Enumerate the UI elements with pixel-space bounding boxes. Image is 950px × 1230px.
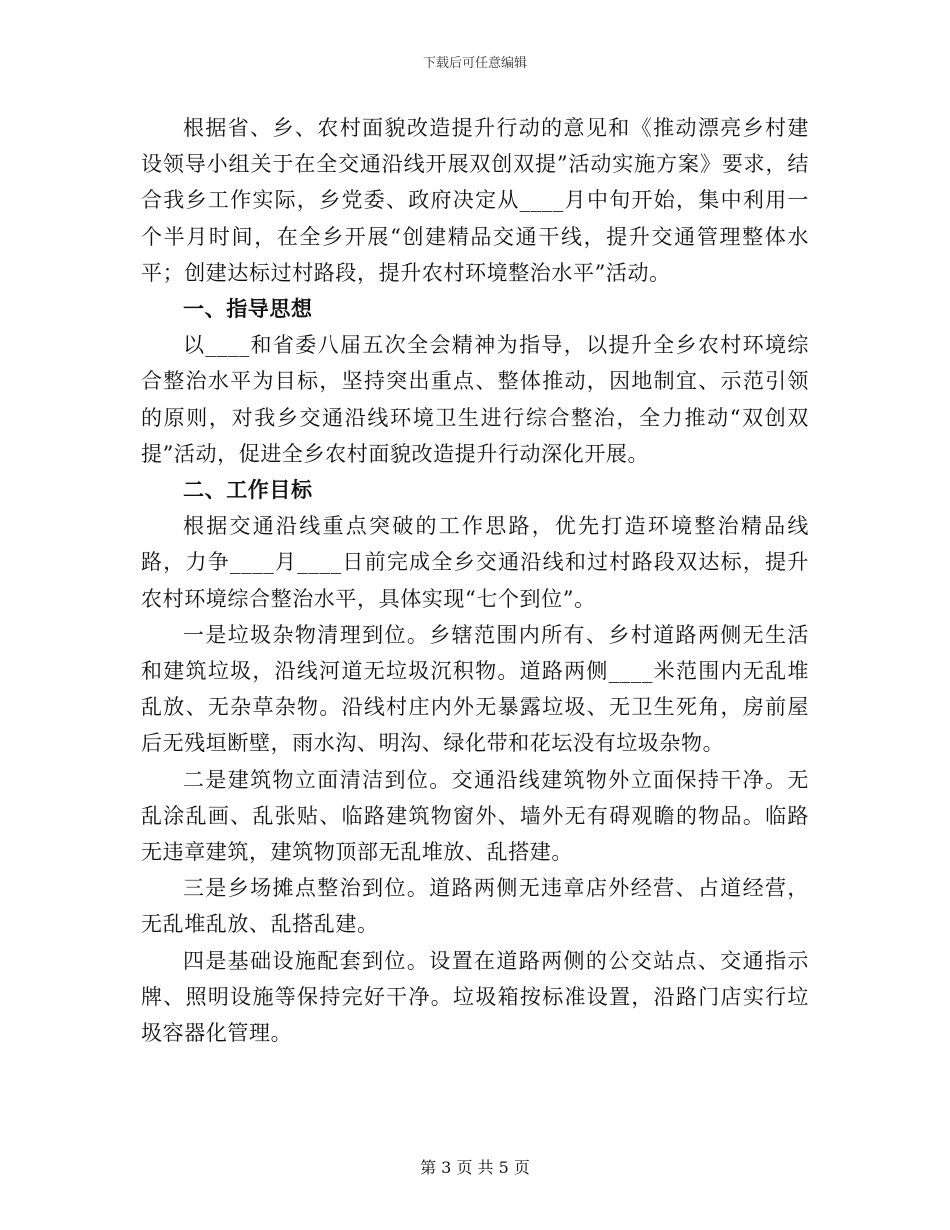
paragraph-item-three: 三是乡场摊点整治到位。道路两侧无违章店外经营、占道经营，无乱堆乱放、乱搭乱建。 bbox=[141, 876, 809, 937]
paragraph-work-goals: 根据交通沿线重点突破的工作思路，优先打造环境整治精品线路，力争____月____日前完成全乡交通沿线和过村路段双达标，提升农村环境综合整治水平，具体实现“七个到位”。 bbox=[141, 514, 809, 611]
page-number-footer: 第 3 页 共 5 页 bbox=[420, 1158, 530, 1177]
paragraph-guiding-ideology: 以____和省委八届五次全会精神为指导，以提升全乡农村环境综合整治水平为目标，坚持突出重点、整体推动，因地制宜、示范引领的原则，对我乡交通沿线环境卫生进行综合整治，全力推动“双创双提”活动，促进全乡农村面貌改造提升行动深化开展。 bbox=[141, 333, 809, 466]
paragraph-item-four: 四是基础设施配套到位。设置在道路两侧的公交站点、交通指示牌、照明设施等保持完好干净。垃圾箱按标准设置，沿路门店实行垃圾容器化管理。 bbox=[141, 948, 809, 1046]
page-header: 下载后可任意编辑 bbox=[422, 56, 527, 71]
section-heading-guiding-ideology: 一、指导思想 bbox=[183, 296, 313, 322]
paragraph-item-two: 二是建筑物立面清洁到位。交通沿线建筑物外立面保持干净。无乱涂乱画、乱张贴、临路建筑物窗外、墙外无有碍观瞻的物品。临路无违章建筑，建筑物顶部无乱堆放、乱搭建。 bbox=[141, 767, 809, 865]
document-body bbox=[141, 110, 809, 1051]
section-heading-work-goals: 二、工作目标 bbox=[183, 477, 313, 503]
paragraph-item-one: 一是垃圾杂物清理到位。乡辖范围内所有、乡村道路两侧无生活和建筑垃圾，沿线河道无垃圾沉积物。道路两侧____米范围内无乱堆乱放、无杂草杂物。沿线村庄内外无暴露垃圾、无卫生死角，房前屋后无残垣断壁，雨水沟、明沟、绿化带和花坛没有垃圾杂物。 bbox=[141, 622, 809, 756]
paragraph-intro: 根据省、乡、农村面貌改造提升行动的意见和《推动漂亮乡村建设领导小组关于在全交通沿线开展双创双提”活动实施方案》要求，结合我乡工作实际，乡党委、政府决定从____月中旬开始，集中利用一个半月时间，在全乡开展“创建精品交通干线，提升交通管理整体水平；创建达标过村路段，提升农村环境整治水平”活动。 bbox=[141, 116, 809, 285]
